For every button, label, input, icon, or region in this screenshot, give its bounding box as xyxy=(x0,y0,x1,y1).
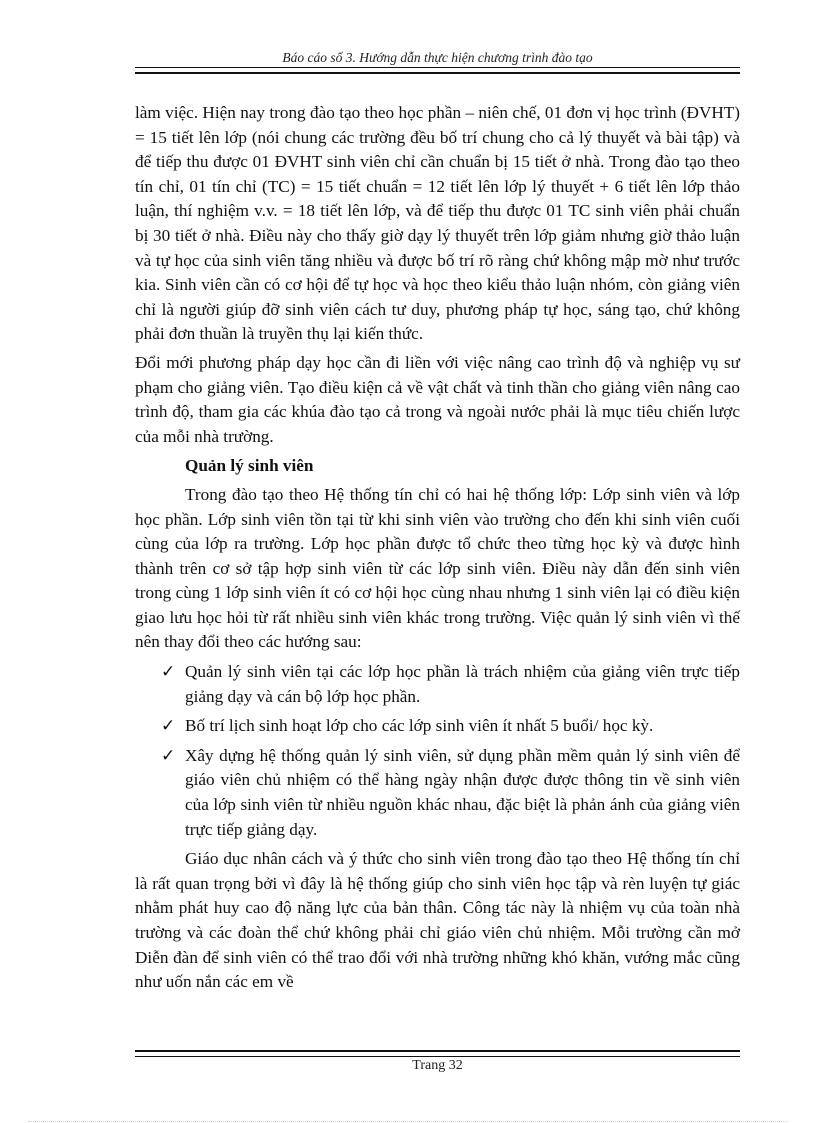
checklist-item xyxy=(135,714,740,739)
header-rule xyxy=(135,67,740,74)
section-heading: Quản lý sinh viên xyxy=(185,456,314,476)
paragraph-character-education: Giáo dục nhân cách và ý thức cho sinh viên trong đào tạo theo Hệ thống tín chỉ là rất quan trọng bởi vì đây là hệ thống giúp cho sinh viên học tập và rèn luyện tự giác nhằm phát huy cao độ năng lực của bản thân. Công tác này là nhiệm vụ của toàn nhà trường và các đoàn thể chứ không phải chỉ giáo viên chủ nhiệm. Mỗi trường cần mở Diễn đàn để sinh viên có thể trao đổi với nhà trường những khó khăn, vướng mắc cũng như uốn nắn các em về xyxy=(135,849,740,992)
paragraph-continuation: làm việc. Hiện nay trong đào tạo theo học phần – niên chế, 01 đơn vị học trình (ĐVHT) = 15 tiết lên lớp (nói chung các trường đều bố trí chung cho cả lý thuyết và bài tập) và để tiếp thu được 01 ĐVHT sinh viên chỉ cần chuẩn bị 15 tiết ở nhà. Trong đào tạo theo tín chỉ, 01 tín chỉ (TC) = 15 tiết chuẩn = 12 tiết lên lớp lý thuyết + 6 tiết lên lớp thảo luận, thí nghiệm v.v. = 18 tiết lên lớp, và để tiếp thu được 01 TC sinh viên phải chuẩn bị 30 tiết ở nhà. Điều này cho thấy giờ dạy lý thuyết trên lớp giảm nhưng giờ thảo luận và tự học của sinh viên tăng nhiều và được bố trí rõ ràng chứ không mập mờ như trước kia. Sinh viên cần có cơ hội để tự học và học theo kiểu thảo luận nhóm, còn giảng viên chỉ là người giúp đỡ sinh viên cách tư duy, phương pháp tự học, sáng tạo, chứ không phải đơn thuần là truyền thụ lại kiến thức. xyxy=(135,103,740,344)
page-edge-divider xyxy=(28,1121,788,1122)
checklist xyxy=(135,660,740,842)
footer-rule xyxy=(135,1050,740,1057)
checkmark-icon: ✓ xyxy=(161,745,176,765)
checklist-item-text: Quản lý sinh viên tại các lớp học phần là trách nhiệm của giảng viên trực tiếp giảng dạy và cán bộ lớp học phần. xyxy=(185,662,740,706)
paragraph-student-management: Trong đào tạo theo Hệ thống tín chỉ có hai hệ thống lớp: Lớp sinh viên và lớp học phần. Lớp sinh viên tồn tại từ khi sinh viên vào trường cho đến khi sinh viên cuối cùng của lớp ra trường. Lớp học phần được tổ chức theo từng học kỳ và được hình thành trên cơ sở tập hợp sinh viên từ các lớp sinh viên. Điều này dẫn đến sinh viên trong cùng 1 lớp sinh viên ít có cơ hội học cùng nhau nhưng 1 sinh viên lại có điều kiện giao lưu học hỏi từ rất nhiều sinh viên khác trong trường. Việc quản lý sinh viên vì thế nên thay đổi theo các hướng sau: xyxy=(135,484,740,652)
running-header: Báo cáo số 3. Hướng dẫn thực hiện chương trình đào tạo xyxy=(282,50,593,65)
checklist-item-text: Bố trí lịch sinh hoạt lớp cho các lớp sinh viên ít nhất 5 buổi/ học kỳ. xyxy=(185,716,654,736)
checklist-item xyxy=(135,744,740,842)
paragraph-teacher-training: Đổi mới phương pháp dạy học cần đi liền với việc nâng cao trình độ và nghiệp vụ sư phạm cho giảng viên. Tạo điều kiện cả về vật chất và tinh thần cho giảng viên nâng cao trình độ, tham gia các khúa đào tạo cả trong và ngoài nước phải là mục tiêu chiến lược của mỗi nhà trường. xyxy=(135,352,740,446)
checklist-item-text: Xây dựng hệ thống quản lý sinh viên, sử dụng phần mềm quản lý sinh viên để giáo viên chủ nhiệm có thể hàng ngày nhận được được thông tin về sinh viên của lớp sinh viên từ nhiều nguồn khác nhau, đặc biệt là phản ánh của giảng viên trực tiếp giảng dạy. xyxy=(185,745,740,839)
checkmark-icon: ✓ xyxy=(161,716,176,736)
page-body xyxy=(135,101,740,995)
page-number: Trang 32 xyxy=(412,1058,463,1073)
checklist-item xyxy=(135,660,740,709)
checkmark-icon: ✓ xyxy=(161,662,176,682)
